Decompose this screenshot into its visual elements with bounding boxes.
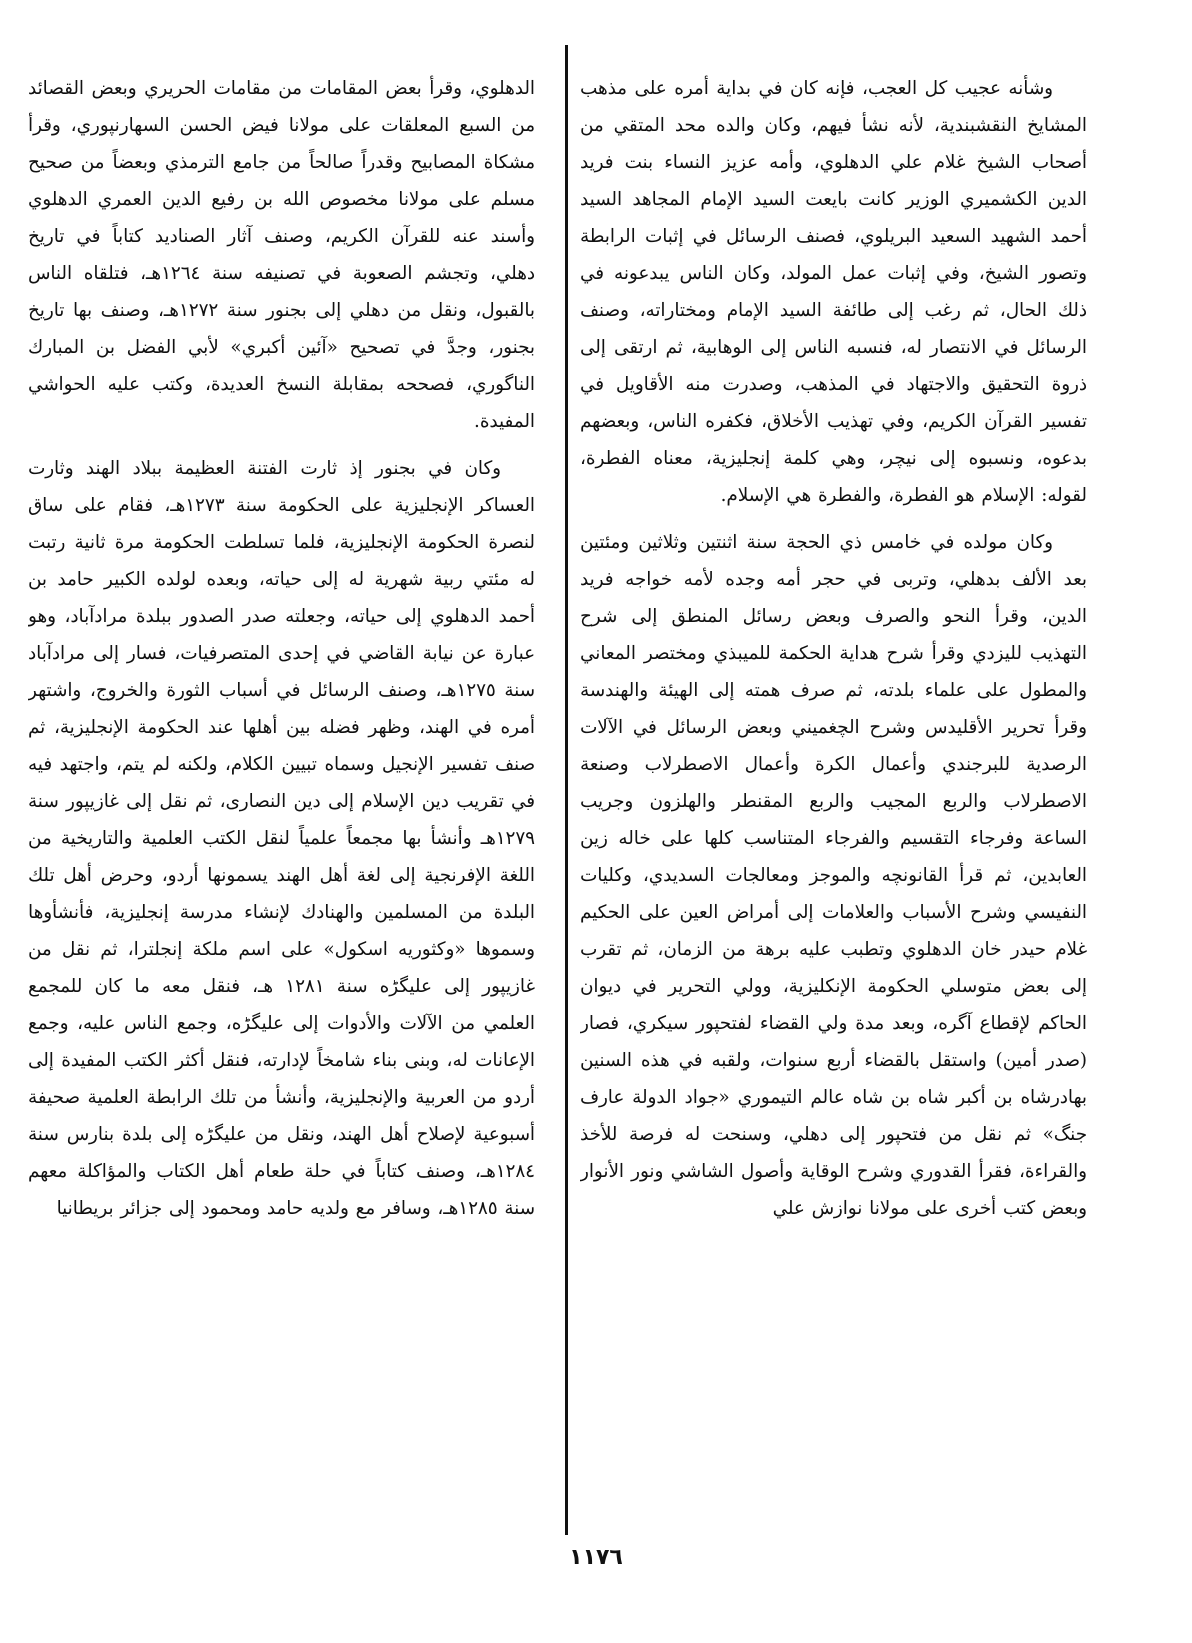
left-column [28, 70, 535, 1530]
paragraph: وكان مولده في خامس ذي الحجة سنة اثنتين وثلاثين ومئتين بعد الألف بدهلي، وتربى في حجر أمه وجده لأمه خواجه فريد الدين، وقرأ النحو والصرف وبعض رسائل المنطق إلى شرح التهذيب لليزدي وقرأ شرح هداية الحكمة للميبذي ومختصر المعاني والمطول على علماء بلدته، ثم صرف همته إلى الهيئة والهندسة وقرأ تحرير الأقليدس وشرح الچغميني وبعض الرسائل في الآلات الرصدية للبرجندي وأعمال الكرة وأعمال الاصطرلاب وصنعة الاصطرلاب والربع المجيب والربع المقنطر والهلزون وجريب الساعة وفرجاء التقسيم والفرجاء المتناسب كلها على خاله زين العابدين، ثم قرأ القانونچه والموجز ومعالجات السديدي، وكليات النفيسي وشرح الأسباب والعلامات إلى أمراض العين على الحكيم غلام حيدر خان الدهلوي وتطبب عليه برهة من الزمان، ثم تقرب إلى بعض متوسلي الحكومة الإنكليزية، وولي التحرير في ديوان الحاكم لإقطاع آگره، وبعد مدة ولي القضاء لفتحپور سيكري، فصار (صدر أمين) واستقل بالقضاء أربع سنوات، ولقبه في هذه السنين بهادرشاه بن أكبر شاه بن شاه عالم التيموري «جواد الدولة عارف جنگ» ثم نقل من فتحپور إلى دهلي، وسنحت له فرصة للأخذ والقراءة، فقرأ القدوري وشرح الوقاية وأصول الشاشي ونور الأنوار وبعض كتب أخرى على مولانا نوازش علي [580, 532, 1087, 1219]
paragraph: وشأنه عجيب كل العجب، فإنه كان في بداية أمره على مذهب المشايخ النقشبندية، لأنه نشأ فيهم، وكان والده محد المتقي من أصحاب الشيخ غلام علي الدهلوي، وأمه عزيز النساء بنت فريد الدين الكشميري الوزير كانت بايعت السيد الإمام المجاهد السيد أحمد الشهيد السعيد البريلوي، فصنف الرسائل في إثبات الرابطة وتصور الشيخ، وفي إثبات عمل المولد، وكان الناس يبدعونه في ذلك الحال، ثم رغب إلى طائفة السيد الإمام ومختاراته، وصنف الرسائل في الانتصار له، فنسبه الناس إلى الوهابية، ثم ارتقى إلى ذروة التحقيق والاجتهاد في المذهب، وصدرت منه الأقاويل في تفسير القرآن الكريم، وفي تهذيب الأخلاق، فكفره الناس، وبعضهم بدعوه، ونسبوه إلى نيچر، وهي كلمة إنجليزية، معناه الفطرة، لقوله: الإسلام هو الفطرة، والفطرة هي الإسلام. [580, 78, 1087, 506]
column-divider [565, 45, 568, 1535]
paragraph: وكان في بجنور إذ ثارت الفتنة العظيمة ببلاد الهند وثارت العساكر الإنجليزية على الحكومة سنة ١٢٧٣هـ، فقام على ساق لنصرة الحكومة الإنجليزية، فلما تسلطت الحكومة مرة ثانية رتبت له مئتي ربية شهرية له إلى حياته، وبعده لولده الكبير حامد بن أحمد الدهلوي إلى حياته، وجعلته صدر الصدور ببلدة مرادآباد، وهو عبارة عن نيابة القاضي في إحدى المتصرفيات، فسار إلى مرادآباد سنة ١٢٧٥هـ، وصنف الرسائل في أسباب الثورة والخروج، واشتهر أمره في الهند، وظهر فضله بين أهلها عند الحكومة الإنجليزية، ثم صنف تفسير الإنجيل وسماه تبيين الكلام، ولكنه لم يتم، واجتهد فيه في تقريب دين الإسلام إلى دين النصارى، ثم نقل إلى غازيپور سنة ١٢٧٩هـ وأنشأ بها مجمعاً علمياً لنقل الكتب العلمية والتاريخية من اللغة الإفرنجية إلى لغة أهل الهند يسمونها أردو، وحرض أهل تلك البلدة من المسلمين والهنادك لإنشاء مدرسة إنجليزية، فأنشأوها وسموها «وكثوريه اسكول» على اسم ملكة إنجلترا، ثم نقل من غازيپور إلى عليگڑه سنة ١٢٨١ هـ، فنقل معه ما كان للمجمع العلمي من الآلات والأدوات إلى عليگڑه، وجمع الناس عليه، وجمع الإعانات له، وبنى بناء شامخاً لإدارته، فنقل أكثر الكتب المفيدة إلى أردو من العربية والإنجليزية، وأنشأ من تلك الرابطة العلمية صحيفة أسبوعية لإصلاح أهل الهند، ونقل من عليگڑه إلى بلدة بنارس سنة ١٢٨٤هـ، وصنف كتاباً في حلة طعام أهل الكتاب والمؤاكلة معهم سنة ١٢٨٥هـ، وسافر مع ولديه حامد ومحمود إلى جزائر بريطانيا [28, 458, 535, 1219]
right-column [580, 70, 1087, 1530]
paragraph: الدهلوي، وقرأ بعض المقامات من مقامات الحريري وبعض القصائد من السبع المعلقات على مولانا فيض الحسن السهارنپوري، وقرأ مشكاة المصابيح وقدراً صالحاً من جامع الترمذي وبعضاً من صحيح مسلم على مولانا مخصوص الله بن رفيع الدين العمري الدهلوي وأسند عنه للقرآن الكريم، وصنف آثار الصناديد كتاباً في تاريخ دهلي، وتجشم الصعوبة في تصنيفه سنة ١٢٦٤هـ، فتلقاه الناس بالقبول، ونقل من دهلي إلى بجنور سنة ١٢٧٢هـ، وصنف بها تاريخ بجنور، وجدَّ في تصحيح «آئين أكبري» لأبي الفضل بن المبارك الناگوري، فصححه بمقابلة النسخ العديدة، وكتب عليه الحواشي المفيدة. [28, 78, 535, 432]
page-number: ١١٧٦ [569, 1545, 623, 1570]
